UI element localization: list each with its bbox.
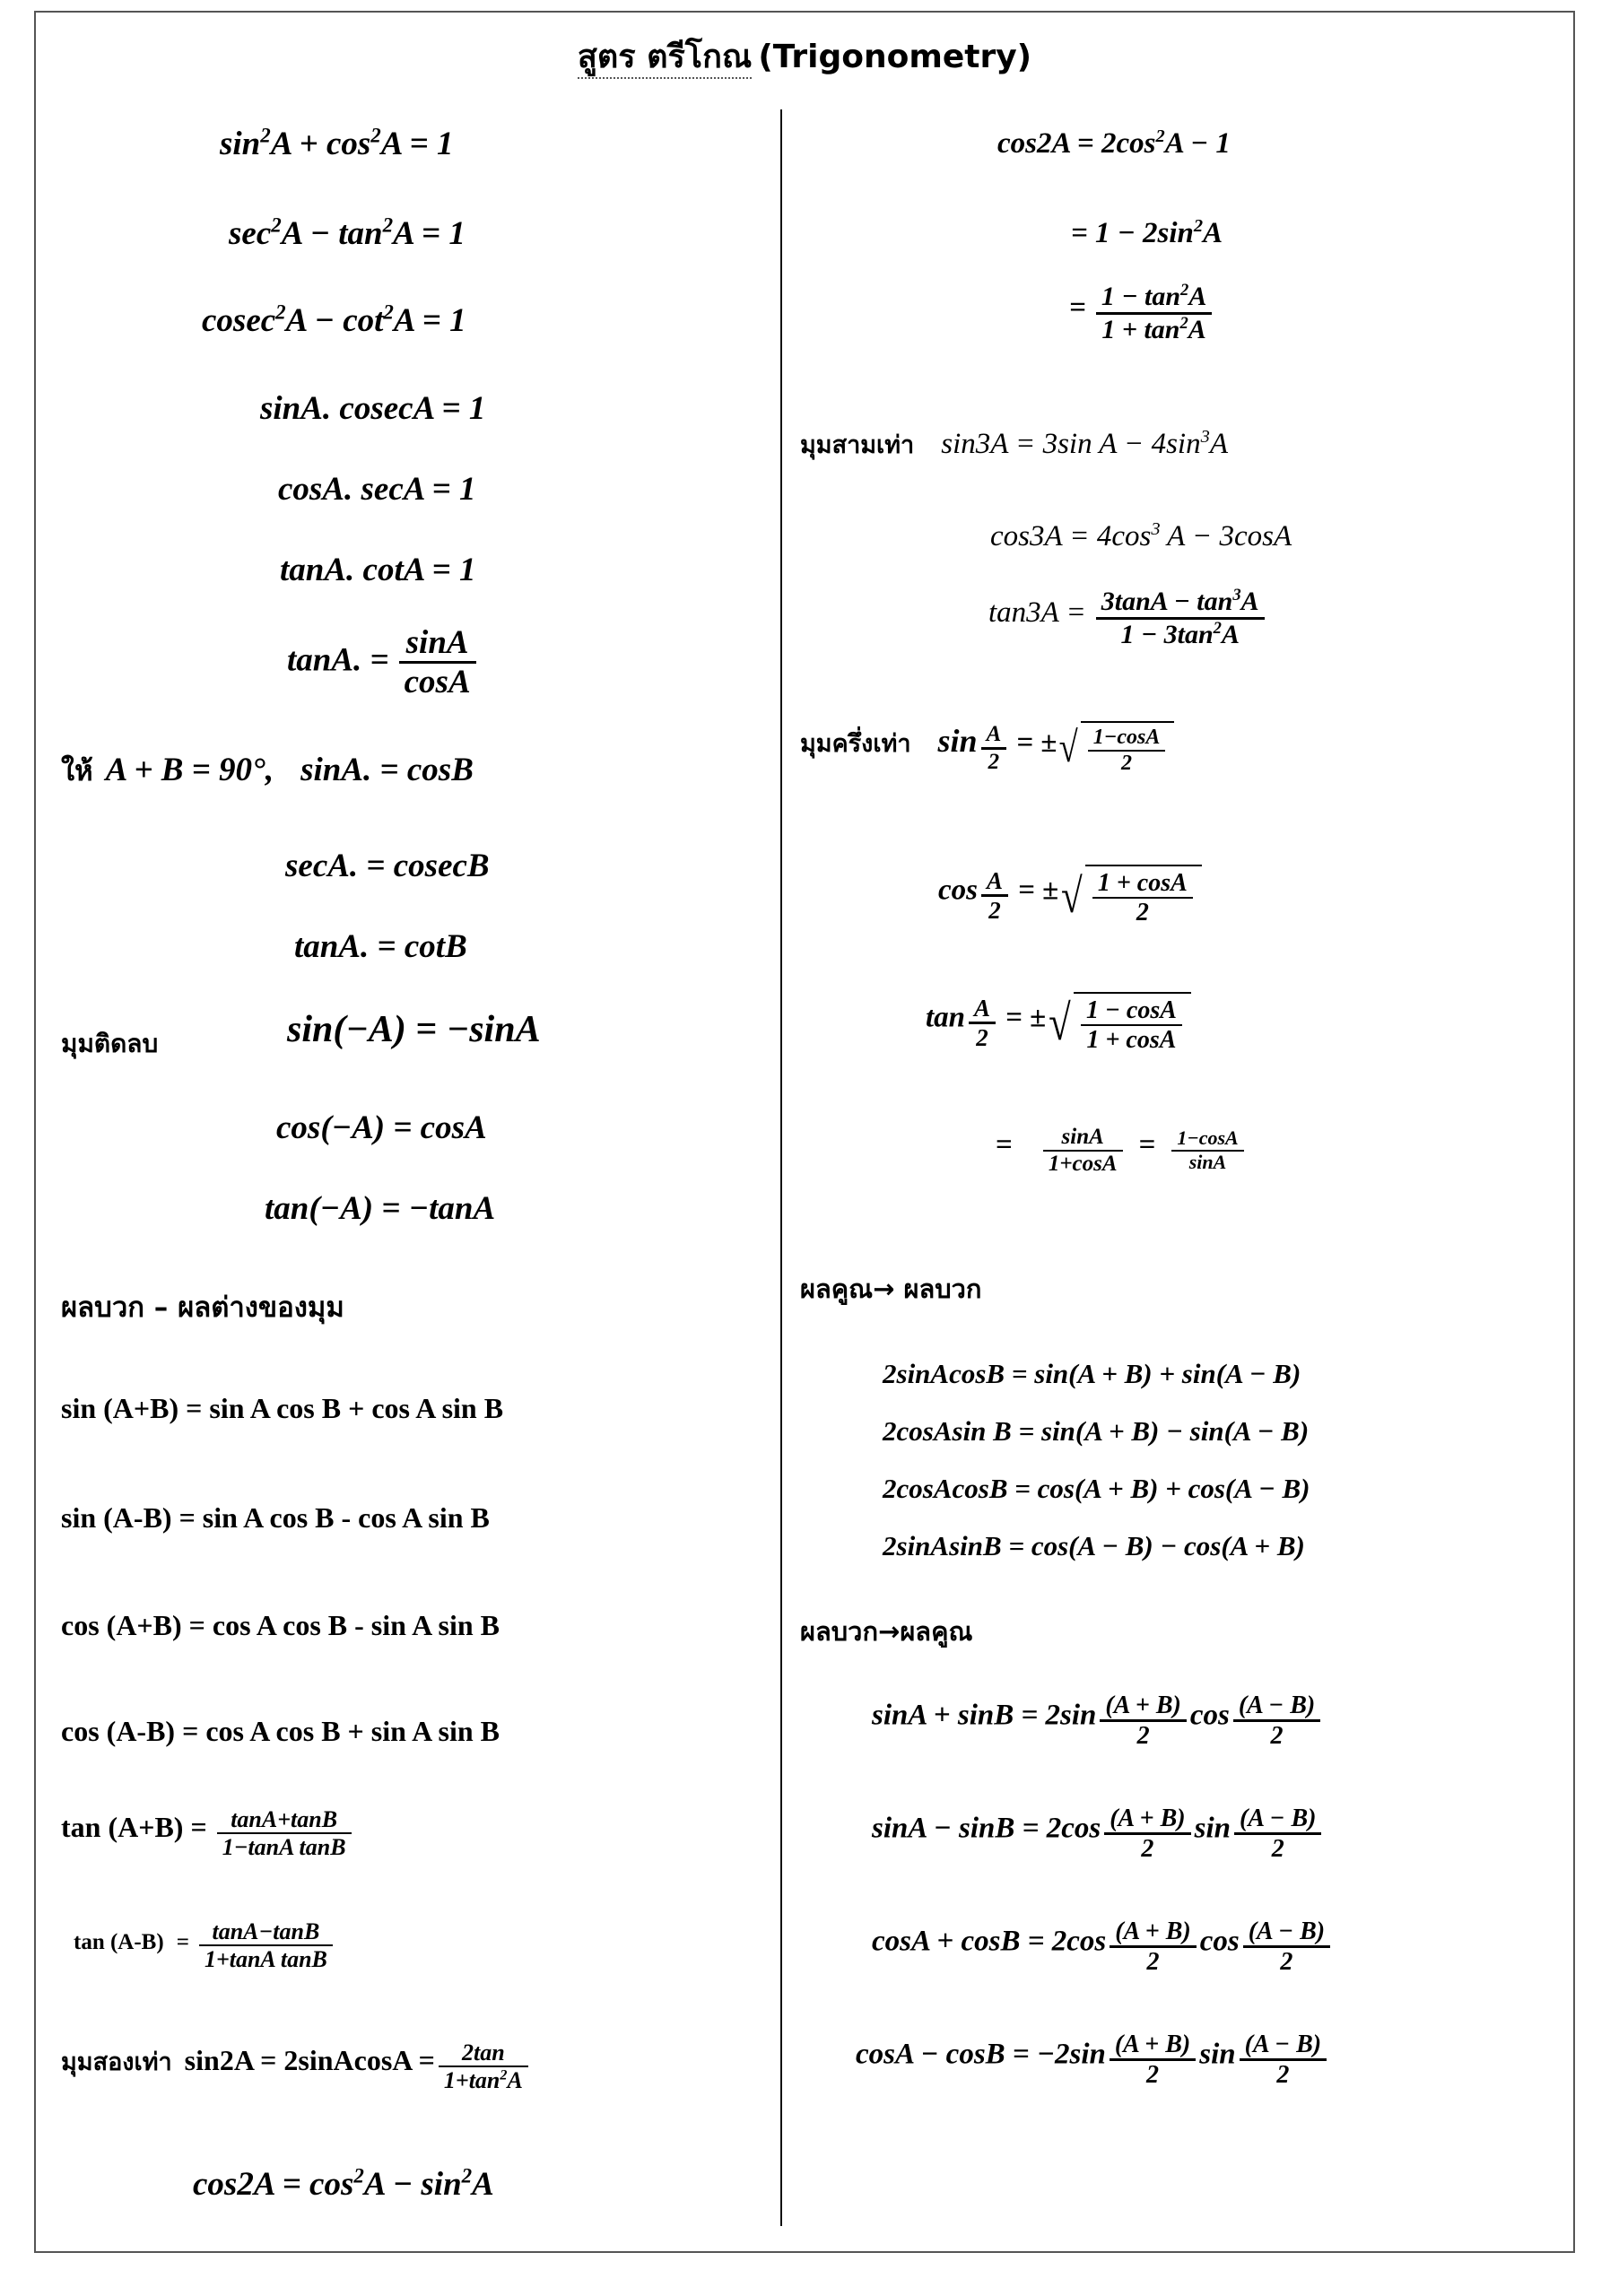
fraction-half-sum: $\frac{(A + B)}{2}$ — [1104, 1805, 1190, 1864]
half-angle-tan-alt: = $\frac{\sin A}{1+\cos A}$ = $\frac{1-\cos A}{\sin A}$ — [996, 1125, 1248, 1177]
formula-sin-diff: sin (A-B) = sin A cos B - cos A sin B — [61, 1501, 490, 1534]
fraction-tan-alt-2: $\frac{1-\cos A}{\sin A}$ — [1171, 1127, 1243, 1173]
half-angle-cos: cos $\frac{A}{2}$ = ±√ $\frac{1 + \cos A}{2}$ — [938, 865, 1202, 927]
page-title-english: (Trigonometry) — [758, 39, 1032, 75]
formula-sheet-page — [34, 11, 1575, 2253]
identity-pythagorean-cosec-cot: $cosec^2A - \cot^2A = 1$ — [202, 300, 466, 339]
page-title — [36, 30, 1573, 82]
sum-to-product-heading: ผลบวก→ผลคูณ — [800, 1616, 973, 1647]
cos2a-line3: = $\frac{1 - \tan^2A}{1 + \tan^2A}$ — [1069, 282, 1215, 344]
complementary-condition: ให้ A + B = 90°, sinA. = cosB — [61, 752, 474, 788]
radical-cos-half: √ $\frac{1 + \cos A}{2}$ — [1058, 865, 1202, 927]
negative-angle-tan: tan(−A) = −tanA — [265, 1190, 496, 1227]
triple-angle-cos: $\cos 3A = 4\cos^3$ A − 3cosA — [990, 519, 1292, 552]
fraction-half-diff: $\frac{(A - B)}{2}$ — [1234, 1805, 1321, 1864]
complementary-tan-cot: tanA. = cotB — [294, 928, 467, 965]
fraction-half-sum: $\frac{(A + B)}{2}$ — [1110, 1918, 1196, 1977]
negative-angle-cos: cos(−A) = cosA — [276, 1109, 487, 1146]
half-angle-sin: มุมครึ่งเท่า sin $\frac{A}{2}$ = ±√ $\frac{1-\cos A}{2}$ — [800, 721, 1174, 776]
radical-sign: √ — [1059, 724, 1079, 772]
sum-to-product-3: cosA + cosB = 2cos $\frac{(A + B)}{2}$ cos $\frac{(A - B)}{2}$ — [872, 1918, 1334, 1977]
fraction-tan3a: $\frac{3\tan A - \tan^3A}{1 - 3\tan^2A}$ — [1096, 587, 1265, 649]
formula-sin-sum: sin (A+B) = sin A cos B + cos A sin B — [61, 1392, 504, 1424]
radical-sign: √ — [1049, 995, 1071, 1051]
sum-to-product-4: cosA − cosB = −2sin $\frac{(A + B)}{2}$ sin $\frac{(A - B)}{2}$ — [856, 2031, 1330, 2090]
radical-sin-half: √ $\frac{1-\cos A}{2}$ — [1057, 721, 1174, 776]
product-to-sum-3: 2cosAcosB = cos(A + B) + cos(A − B) — [883, 1473, 1310, 1504]
product-to-sum-heading: ผลคูณ→ ผลบวก — [800, 1274, 982, 1304]
negative-angle-label: มุมติดลบ — [61, 1029, 159, 1058]
fraction-tan-alt-1: $\frac{\sin A}{1+\cos A}$ — [1043, 1125, 1123, 1177]
fraction-half-diff: $\frac{(A - B)}{2}$ — [1243, 1918, 1330, 1977]
fraction-a-over-2: $\frac{A}{2}$ — [969, 995, 996, 1051]
radical-tan-half: √ $\frac{1 - \cos A}{1 + \cos A}$ — [1046, 992, 1191, 1055]
page-title-thai: สูตร ตรีโกณ — [578, 39, 752, 79]
fraction-half-diff: $\frac{(A - B)}{2}$ — [1233, 1692, 1320, 1751]
fraction-sin2a: $\frac{2\tan}{1+\tan^2A}$ — [439, 2039, 528, 2093]
fraction-tan-ratio: $\frac{\sin A}{\cos A}$ — [399, 624, 476, 701]
sum-to-product-2: sinA − sinB = 2cos $\frac{(A + B)}{2}$ sin $\frac{(A - B)}{2}$ — [872, 1805, 1325, 1864]
sum-difference-heading: ผลบวก – ผลต่างของมุม — [61, 1292, 344, 1324]
negative-angle-sin: sin(−A) = −sinA — [287, 1009, 541, 1050]
formula-cos-diff: cos (A-B) = cos A cos B + sin A sin B — [61, 1715, 500, 1747]
formula-tan-diff: tan (A-B) = $\frac{\tan A-\tan B}{\text{1+tanA tanB}}$ — [74, 1918, 336, 1972]
formula-cos-sum: cos (A+B) = cos A cos B - sin A sin B — [61, 1609, 500, 1641]
radical-sign: √ — [1061, 868, 1083, 923]
column-divider — [780, 109, 782, 2226]
double-angle-sin: มุมสองเท่า sin2A = 2sinAcosA = $\frac{2\tan}{1+\tan^2A}$ — [61, 2039, 532, 2093]
product-to-sum-1: 2sinAcosB = sin(A + B) + sin(A − B) — [883, 1358, 1301, 1389]
cos2a-line2: = $1 - 2\sin^2A$ — [1071, 216, 1223, 249]
identity-pythagorean-sin-cos: $\sin^2A + \cos^2A = 1$ — [220, 124, 454, 162]
sum-to-product-1: sinA + sinB = 2sin $\frac{(A + B)}{2}$ cos $\frac{(A - B)}{2}$ — [872, 1692, 1324, 1751]
formula-tan-sum: tan (A+B) = $\frac{\tan A+\tan B}{\text{1−tanA tanB}}$ — [61, 1806, 355, 1860]
fraction-a-over-2: $\frac{A}{2}$ — [981, 867, 1008, 924]
fraction-half-sum: $\frac{(A + B)}{2}$ — [1100, 1692, 1186, 1751]
triple-angle-sin: มุมสามเท่า sin3A = 3sin $A - 4\sin^3A$ — [800, 427, 1228, 460]
fraction-half-diff: $\frac{(A - B)}{2}$ — [1240, 2031, 1327, 2090]
fraction-tan-diff: $\frac{\tan A-\tan B}{\text{1+tanA tanB}}$ — [199, 1918, 333, 1972]
fraction-half-sum: $\frac{(A + B)}{2}$ — [1110, 2031, 1196, 2090]
triple-angle-tan: tan3A = $\frac{3\tan A - \tan^3A}{1 - 3\tan^2A}$ — [988, 587, 1268, 649]
fraction-a-over-2: $\frac{A}{2}$ — [981, 722, 1007, 775]
product-to-sum-4: 2sinAsinB = cos(A − B) − cos(A + B) — [883, 1530, 1305, 1561]
product-to-sum-2: 2cosAsin B = sin(A + B) − sin(A − B) — [883, 1415, 1310, 1447]
identity-sin-cosec: sinA. cosecA = 1 — [260, 390, 486, 427]
identity-pythagorean-sec-tan: $\sec^2A - \tan^2A = 1$ — [229, 213, 466, 252]
cos2a-line1: $\cos 2A = 2\cos^2A - 1$ — [997, 126, 1231, 160]
identity-cos-sec: cosA. secA = 1 — [278, 471, 476, 508]
double-angle-cos: $\cos 2A = \cos^2A - \sin^2A$ — [193, 2164, 494, 2203]
identity-tan-ratio: tanA. = $\frac{\sin A}{\cos A}$ — [287, 624, 480, 701]
half-angle-tan: tan $\frac{A}{2}$ = ±√ $\frac{1 - \cos A}{1 + \cos A}$ — [926, 992, 1191, 1055]
fraction-tan-sum: $\frac{\tan A+\tan B}{\text{1−tanA tanB}}$ — [217, 1806, 352, 1860]
identity-tan-cot: tanA. cotA = 1 — [280, 552, 476, 588]
complementary-sec-cosec: secA. = cosecB — [285, 848, 490, 884]
fraction-cos2a-tan: $\frac{1 - \tan^2A}{1 + \tan^2A}$ — [1096, 282, 1213, 344]
